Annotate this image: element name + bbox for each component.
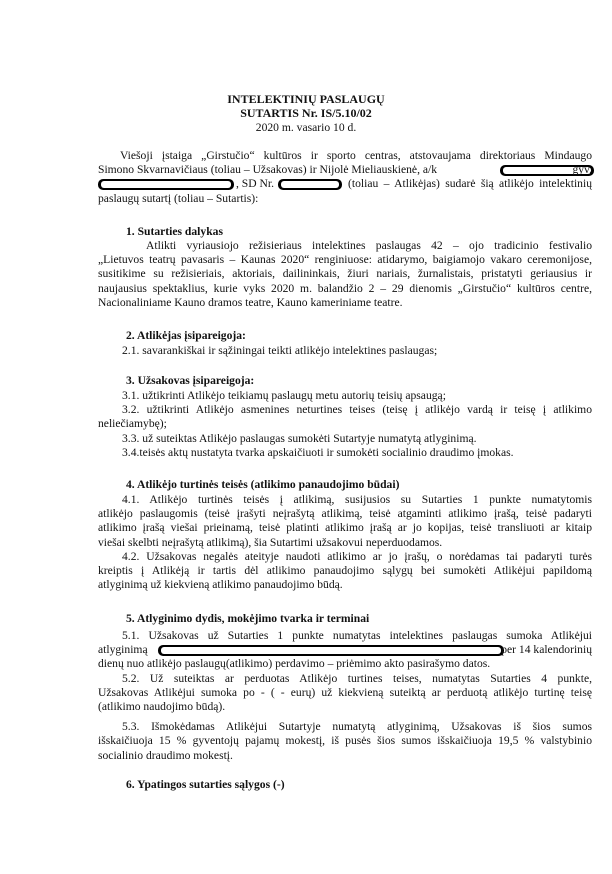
section-5-3-line-2: išskaičiuoja 15 % gyventojų pajamų mokestį, iš pusės šios sumos išskaičiuoja 19,5 % valstybinio [98, 734, 592, 748]
intro-line-3-sd: , SD Nr. [236, 177, 275, 191]
section-1-heading: 1. Sutarties dalykas [126, 225, 223, 238]
section-5-2-line-1: 5.2. Už suteiktas ar perduotas Atlikėjo turtines teises, numatytas Sutarties 4 punkte, [122, 671, 592, 685]
section-3-line-1: 3.1. užtikrinti Atlikėjo teikiamų paslaugų metu autorių teisių apsaugą; [122, 389, 446, 402]
section-3-line-4: 3.3. už suteiktas Atlikėjo paslaugas sumokėti Sutartyje numatytą atlyginimą. [122, 431, 477, 445]
section-4-body [98, 493, 592, 592]
section-1-line-2: „Lietuvos teatrų pavasaris – Kaunas 2020“ renginiuose: atidarymo, baigiamojo vakaro ceremonijose, [98, 253, 592, 267]
section-4-1-line-2: atlikėjo paslaugomis (teisė įrašyti neįrašytą atlikimą, teisė atgaminti atlikimo įrašą, teisė padaryti [98, 507, 592, 521]
intro-line-3 [98, 177, 592, 191]
section-4-2-line-2: kreiptis į Atlikėją ir tartis dėl atlikimo panaudojimo sąlygų bei sumokėti Atlikėjui papildomą [98, 564, 592, 578]
section-1-line-4: naujausius spektaklius, kurie vyks 2020 m. balandžio 2 – 29 dienomis „Girstučio“ kultūros centre, [98, 281, 592, 295]
section-5-1-line-2a: atlyginimą [98, 643, 148, 657]
section-4-1-line-3: atlikimo įrašą viešai prieinamą, teisė platinti atlikimo įrašą ar jo kopijas, teisė transliuoti ar kitaip [98, 521, 592, 535]
redacted-address [98, 179, 234, 190]
section-3-body [98, 389, 592, 460]
section-2-line-1: 2.1. savarankiškai ir sąžiningai teikti atlikėjo intelektines paslaugas; [122, 344, 438, 357]
intro-line-4: paslaugų sutartį (toliau – Sutartis): [98, 191, 259, 205]
section-5-1-line-2 [98, 643, 592, 657]
section-5-1-line-1: 5.1. Užsakovas už Sutarties 1 punkte numatytas intelektines paslaugas sumoka Atlikėjui [122, 629, 592, 642]
section-5-1-line-2b: per 14 kalendorinių [501, 643, 592, 657]
section-5-2-line-2: Užsakovas Atlikėjui sumoka po - ( - eurų) už kiekvieną suteiktą ar perduotą atlikėjo turtinę teisę [98, 685, 592, 699]
contract-number: SUTARTIS Nr. IS/5.10/02 [240, 106, 372, 120]
section-3-line-2: 3.2. užtikrinti Atlikėjo asmenines neturtines teises (teisę į atlikėjo vardą ir teisę į atlikimo [122, 403, 592, 417]
document-title: INTELEKTINIŲ PASLAUGŲ [227, 92, 385, 106]
section-1-line-5: Nacionaliniame Kauno dramos teatre, Kauno kameriniame teatre. [98, 295, 403, 309]
section-6-heading: 6. Ypatingos sutarties sąlygos (-) [126, 778, 285, 791]
intro-line-3-text: (toliau – Atlikėjas) sudarė šią atlikėjo intelektinių [348, 177, 592, 191]
section-5-3-line-3: socialinio draudimo mokestį. [98, 748, 233, 762]
section-1-body [98, 239, 592, 310]
section-5-1-line-3: dienų nuo atlikėjo paslaugų(atlikimo) perdavimo – priėmimo akto pasirašymo datos. [98, 657, 491, 671]
intro-line-2-gyv: gyv. [572, 163, 592, 177]
section-3-heading: 3. Užsakovas įsipareigoja: [126, 374, 255, 387]
intro-paragraph [98, 149, 592, 206]
section-4-2-line-3: atlyginimą už kiekvieną atlikimo panaudojimo būdą. [98, 578, 343, 592]
contract-date: 2020 m. vasario 10 d. [255, 121, 357, 134]
section-4-1-line-1: 4.1. Atlikėjo turtinės teisės į atlikimą, susijusios su Sutarties 1 punkte numatytomis [122, 493, 592, 506]
section-5-body [98, 629, 592, 763]
section-5-3-line-1: 5.3. Išmokėdamas Atlikėjui Sutartyje numatytą atlyginimą, Užsakovas iš šios sumos [122, 720, 592, 734]
section-4-2-line-1: 4.2. Užsakovas negalės ateityje naudoti atlikimo ar jo įrašų, o norėdamas tai padaryti turės [122, 549, 592, 563]
section-3-line-5: 3.4.teisės aktų nustatyta tvarka apskaičiuoti ir sumokėti socialinio draudimo įmokas. [122, 445, 514, 459]
section-4-heading: 4. Atlikėjo turtinės teisės (atlikimo panaudojimo būdai) [126, 478, 400, 491]
intro-line-1: Viešoji įstaiga „Girstučio“ kultūros ir sporto centras, atstovaujama direktoriaus Mindaugo [120, 149, 592, 162]
redacted-fee-amount [158, 645, 504, 656]
section-5-heading: 5. Atlyginimo dydis, mokėjimo tvarka ir terminai [126, 612, 370, 625]
section-2-body [122, 344, 592, 358]
intro-line-2 [98, 163, 592, 177]
section-2-heading: 2. Atlikėjas įsipareigoja: [126, 329, 246, 342]
section-1-line-3: susitikime su režisieriais, aktoriais, dailininkais, žiuri nariais, žurnalistais, pristatyti geriausius ir [98, 267, 592, 281]
section-5-2-line-3: (atlikimo naudojimo būdą). [98, 700, 226, 714]
section-3-line-3: neliečiamybę); [98, 417, 167, 431]
redacted-sd-number [278, 179, 342, 190]
section-1-line-1: Atlikti vyriausiojo režisieriaus intelektines paslaugas 42 – ojo tradicinio festivalio [146, 239, 592, 252]
intro-line-2-text: Simono Skvarnavičiaus (toliau – Užsakovas) ir Nijolė Mieliauskienė, a/k [98, 163, 438, 177]
section-4-1-line-4: viešai skelbti neįrašytą atlikimą), šia Sutartimi užsakovui neperduodamos. [98, 535, 443, 549]
